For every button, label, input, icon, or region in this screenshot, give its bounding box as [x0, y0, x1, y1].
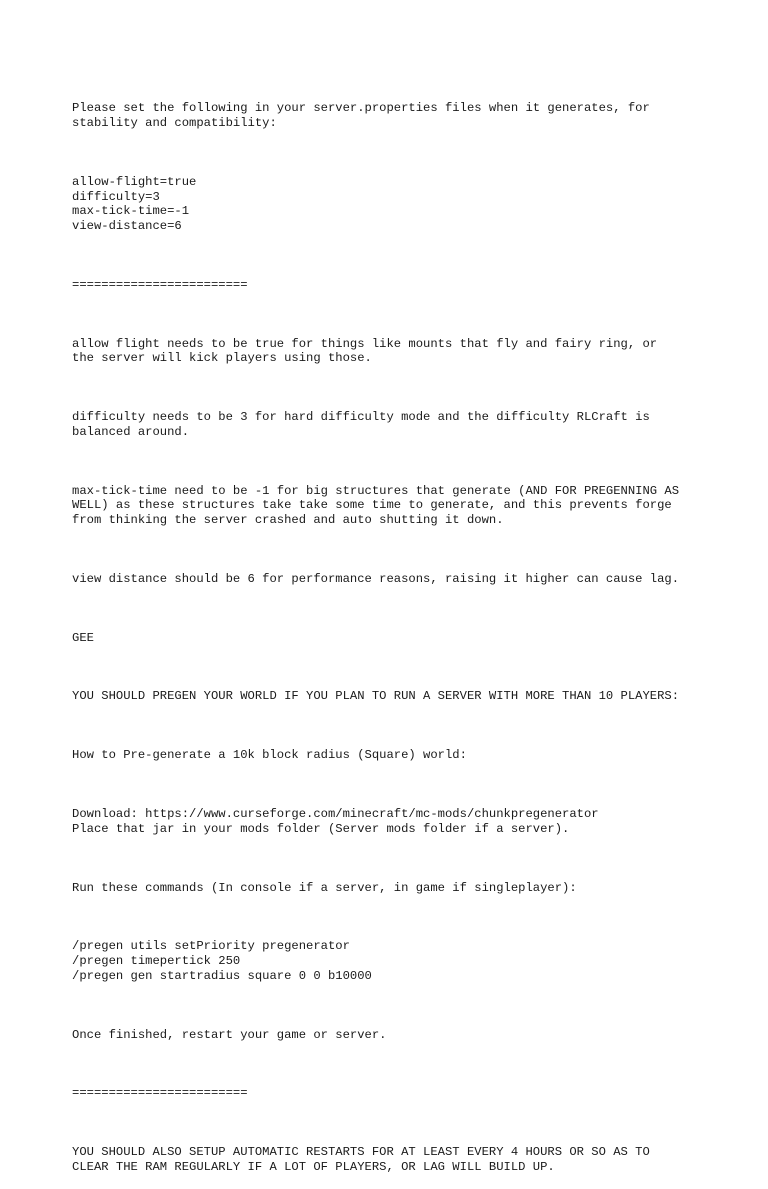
text-line: the server will kick players using those.	[72, 351, 372, 366]
run-commands-intro	[72, 851, 712, 895]
text-line: Place that jar in your mods folder (Server mods folder if a server).	[72, 821, 570, 836]
document-body	[72, 72, 712, 1189]
text-line: allow flight needs to be true for things like mounts that fly and fairy ring, or	[72, 336, 658, 351]
command-line: /pregen gen startradius square 0 0 b10000	[72, 968, 372, 983]
text-line: Run these commands (In console if a server, in game if singleplayer):	[72, 880, 577, 895]
text-line: Once finished, restart your game or server.	[72, 1027, 387, 1042]
settings-block	[72, 146, 712, 234]
max-tick-note	[72, 454, 712, 528]
setting-max-tick-time: max-tick-time=-1	[72, 204, 190, 219]
text-line: YOU SHOULD PREGEN YOUR WORLD IF YOU PLAN TO RUN A SERVER WITH MORE THAN 10 PLAYERS:	[72, 689, 680, 704]
setting-view-distance: view-distance=6	[72, 219, 182, 234]
text-line: balanced around.	[72, 424, 190, 439]
commands-block	[72, 910, 712, 984]
text-line: CLEAR THE RAM REGULARLY IF A LOT OF PLAYERS, OR LAG WILL BUILD UP.	[72, 1159, 555, 1174]
text-line: from thinking the server crashed and auto shutting it down.	[72, 513, 504, 528]
setting-difficulty: difficulty=3	[72, 189, 160, 204]
pregen-howto	[72, 719, 712, 763]
restart-warning	[72, 1116, 712, 1175]
download-link-line: Download: https://www.curseforge.com/minecraft/mc-mods/chunkpregenerator	[72, 807, 599, 821]
separator	[72, 248, 712, 292]
download-instructions	[72, 778, 712, 837]
separator-line: ========================	[72, 277, 248, 292]
setting-allow-flight: allow-flight=true	[72, 174, 197, 189]
gee-line	[72, 601, 712, 645]
text-line: max-tick-time need to be -1 for big structures that generate (AND FOR PREGENNING AS	[72, 483, 680, 498]
text-line: view distance should be 6 for performance reasons, raising it higher can cause lag.	[72, 571, 680, 586]
command-line: /pregen utils setPriority pregenerator	[72, 939, 350, 954]
intro-paragraph	[72, 72, 712, 131]
finished-note	[72, 998, 712, 1042]
text-line: GEE	[72, 630, 94, 645]
text-line: Please set the following in your server.properties files when it generates, for	[72, 101, 650, 116]
separator-line: ========================	[72, 1086, 248, 1101]
text-line: difficulty needs to be 3 for hard difficulty mode and the difficulty RLCraft is	[72, 410, 650, 425]
allow-flight-note	[72, 307, 712, 366]
difficulty-note	[72, 381, 712, 440]
separator	[72, 1057, 712, 1101]
text-line: YOU SHOULD ALSO SETUP AUTOMATIC RESTARTS FOR AT LEAST EVERY 4 HOURS OR SO AS TO	[72, 1145, 650, 1160]
pregen-warning	[72, 660, 712, 704]
view-distance-note	[72, 542, 712, 586]
command-line: /pregen timepertick 250	[72, 954, 241, 968]
text-line: stability and compatibility:	[72, 116, 277, 131]
text-line: WELL) as these structures take take some time to generate, and this prevents forge	[72, 498, 672, 513]
text-line: How to Pre-generate a 10k block radius (Square) world:	[72, 748, 467, 763]
